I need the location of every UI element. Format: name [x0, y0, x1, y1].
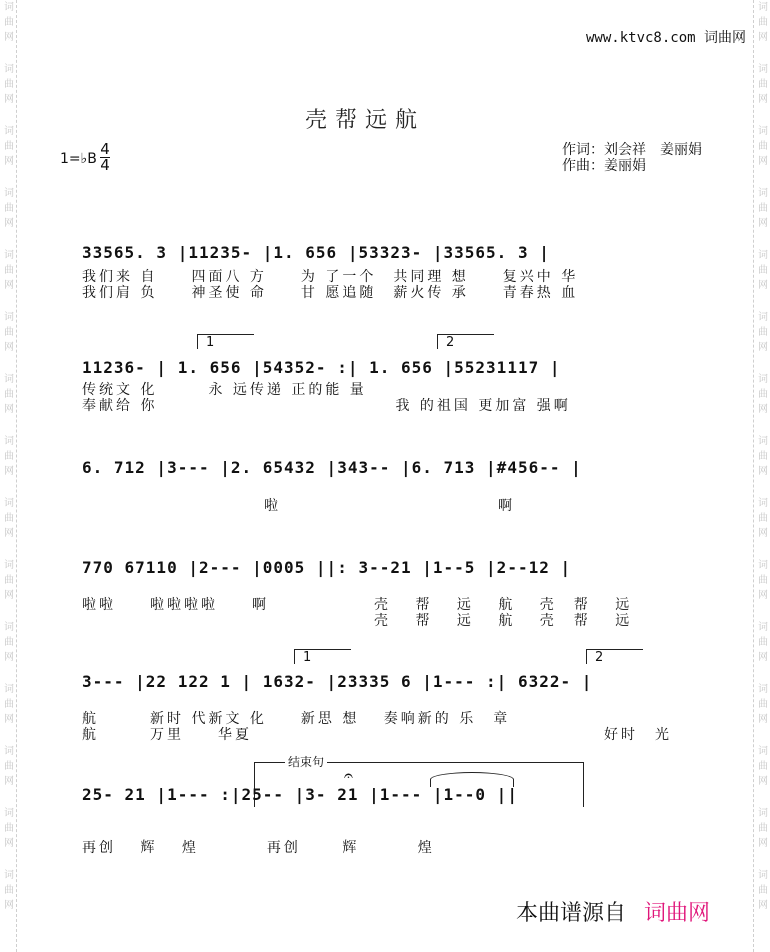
- second-ending-bracket-2: [586, 649, 643, 664]
- time-signature: [100, 142, 110, 173]
- notation-line-3: 6. 712 |3--- |2. 65432 |343-- |6. 713 |#456-- |: [82, 458, 582, 477]
- lyrics-line-1a: 我们来 自 四面八 方 为 了一个 共同理 想 复兴中 华: [82, 269, 579, 285]
- watermark-glyphs: 词 曲 网: [758, 250, 768, 291]
- lyrics-line-4a: 啦啦 啦啦啦啦 啊: [82, 597, 269, 613]
- notation-line-5: 3--- |22 122 1 | 1632- |23335 6 |1--- :| 6322- |: [82, 672, 593, 691]
- watermark-glyphs: 词 曲 网: [758, 2, 768, 43]
- watermark-glyphs: 词 曲 网: [4, 126, 14, 167]
- second-ending-label-2: 2: [595, 650, 604, 665]
- song-title: 壳帮远航: [305, 108, 426, 133]
- watermark-glyphs: 词 曲 网: [758, 436, 768, 477]
- first-ending-label: 1: [206, 335, 215, 350]
- notation-line-1: 33565. 3 |11235- |1. 656 |53323- |33565. 3 |: [82, 243, 550, 262]
- watermark-glyphs: 词 曲 网: [4, 808, 14, 849]
- watermark-glyphs: 词 曲 网: [4, 560, 14, 601]
- watermark-glyphs: 词 曲 网: [758, 870, 768, 911]
- notation-line-6: 25- 21 |1--- :|25-- |3- 21 |1--- |1--0 ||: [82, 785, 518, 804]
- watermark-glyphs: 词 曲 网: [4, 312, 14, 353]
- watermark-glyphs: 词 曲 网: [4, 374, 14, 415]
- watermark-glyphs: 词 曲 网: [4, 436, 14, 477]
- source-footer[interactable]: [516, 896, 710, 927]
- lyrics-line-1b: 我们肩 负 神圣使 命 甘 愿追随 薪火传 承 青春热 血: [82, 285, 579, 301]
- footer-text: 本曲谱源自: [516, 901, 627, 926]
- watermark-glyphs: 词 曲 网: [758, 312, 768, 353]
- lyrics-line-4b: 壳 帮 远 航 壳 帮 远: [374, 597, 633, 613]
- watermark-glyphs: 词 曲 网: [4, 684, 14, 725]
- first-ending-bracket: [197, 334, 254, 349]
- watermark-glyphs: 词 曲 网: [758, 560, 768, 601]
- site-header[interactable]: [586, 27, 746, 47]
- notation-line-2: 11236- | 1. 656 |54352- :| 1. 656 |55231117 |: [82, 358, 561, 377]
- watermark-glyphs: 词 曲 网: [4, 250, 14, 291]
- lyrics-line-3b: 啊: [498, 498, 515, 514]
- lyricist-credit: 作词：刘会祥 姜丽娟: [562, 142, 702, 158]
- watermark-glyphs: 词 曲 网: [4, 188, 14, 229]
- watermark-glyphs: 词 曲 网: [758, 746, 768, 787]
- watermark-glyphs: 词 曲 网: [758, 188, 768, 229]
- site-brand[interactable]: 词曲网: [704, 30, 747, 46]
- watermark-glyphs: 词 曲 网: [4, 64, 14, 105]
- time-denominator: 4: [100, 156, 110, 174]
- first-ending-bracket-2: [294, 649, 351, 664]
- watermark-glyphs: 词 曲 网: [758, 622, 768, 663]
- lyrics-line-5c: 好时 光: [604, 727, 672, 743]
- watermark-glyphs: 词 曲 网: [4, 2, 14, 43]
- first-ending-label-2: 1: [303, 650, 312, 665]
- watermark-glyphs: 词 曲 网: [4, 746, 14, 787]
- footer-brand[interactable]: 词曲网: [644, 901, 711, 926]
- fermata-mark: 𝄐: [344, 766, 353, 785]
- second-ending-bracket: [437, 334, 494, 349]
- watermark-glyphs: 词 曲 网: [4, 870, 14, 911]
- lyrics-line-5b: 航 万里 华夏: [82, 727, 252, 743]
- lyrics-line-3a: 啦: [264, 498, 281, 514]
- watermark-glyphs: 词 曲 网: [758, 808, 768, 849]
- composer-credit: 作曲：姜丽娟: [562, 158, 646, 174]
- watermark-glyphs: 词 曲 网: [758, 64, 768, 105]
- watermark-glyphs: 词 曲 网: [758, 126, 768, 167]
- time-numerator: 4: [100, 140, 110, 158]
- watermark-glyphs: 词 曲 网: [758, 374, 768, 415]
- site-url[interactable]: www.ktvc8.com: [586, 30, 696, 46]
- notation-line-4: 770 67110 |2--- |0005 ||: 3--21 |1--5 |2--12 |: [82, 558, 572, 577]
- coda-label: 结束句: [285, 753, 327, 770]
- lyrics-line-6: 再创 辉 煌 再创 辉 煌: [82, 840, 435, 856]
- watermark-glyphs: 词 曲 网: [758, 498, 768, 539]
- watermark-glyphs: 词 曲 网: [4, 498, 14, 539]
- lyrics-line-2b: 奉献给 你 我 的祖国 更加富 强啊: [82, 398, 571, 414]
- lyrics-line-5a: 航 新时 代新文 化 新思 想 奏响新的 乐 章: [82, 711, 511, 727]
- lyrics-line-4c: 壳 帮 远 航 壳 帮 远: [374, 613, 633, 629]
- watermark-glyphs: 词 曲 网: [4, 622, 14, 663]
- watermark-glyphs: 词 曲 网: [758, 684, 768, 725]
- lyrics-line-2a: 传统文 化 永 远传递 正的能 量: [82, 382, 367, 398]
- second-ending-label: 2: [446, 335, 455, 350]
- key-signature: 1=♭B: [60, 151, 97, 167]
